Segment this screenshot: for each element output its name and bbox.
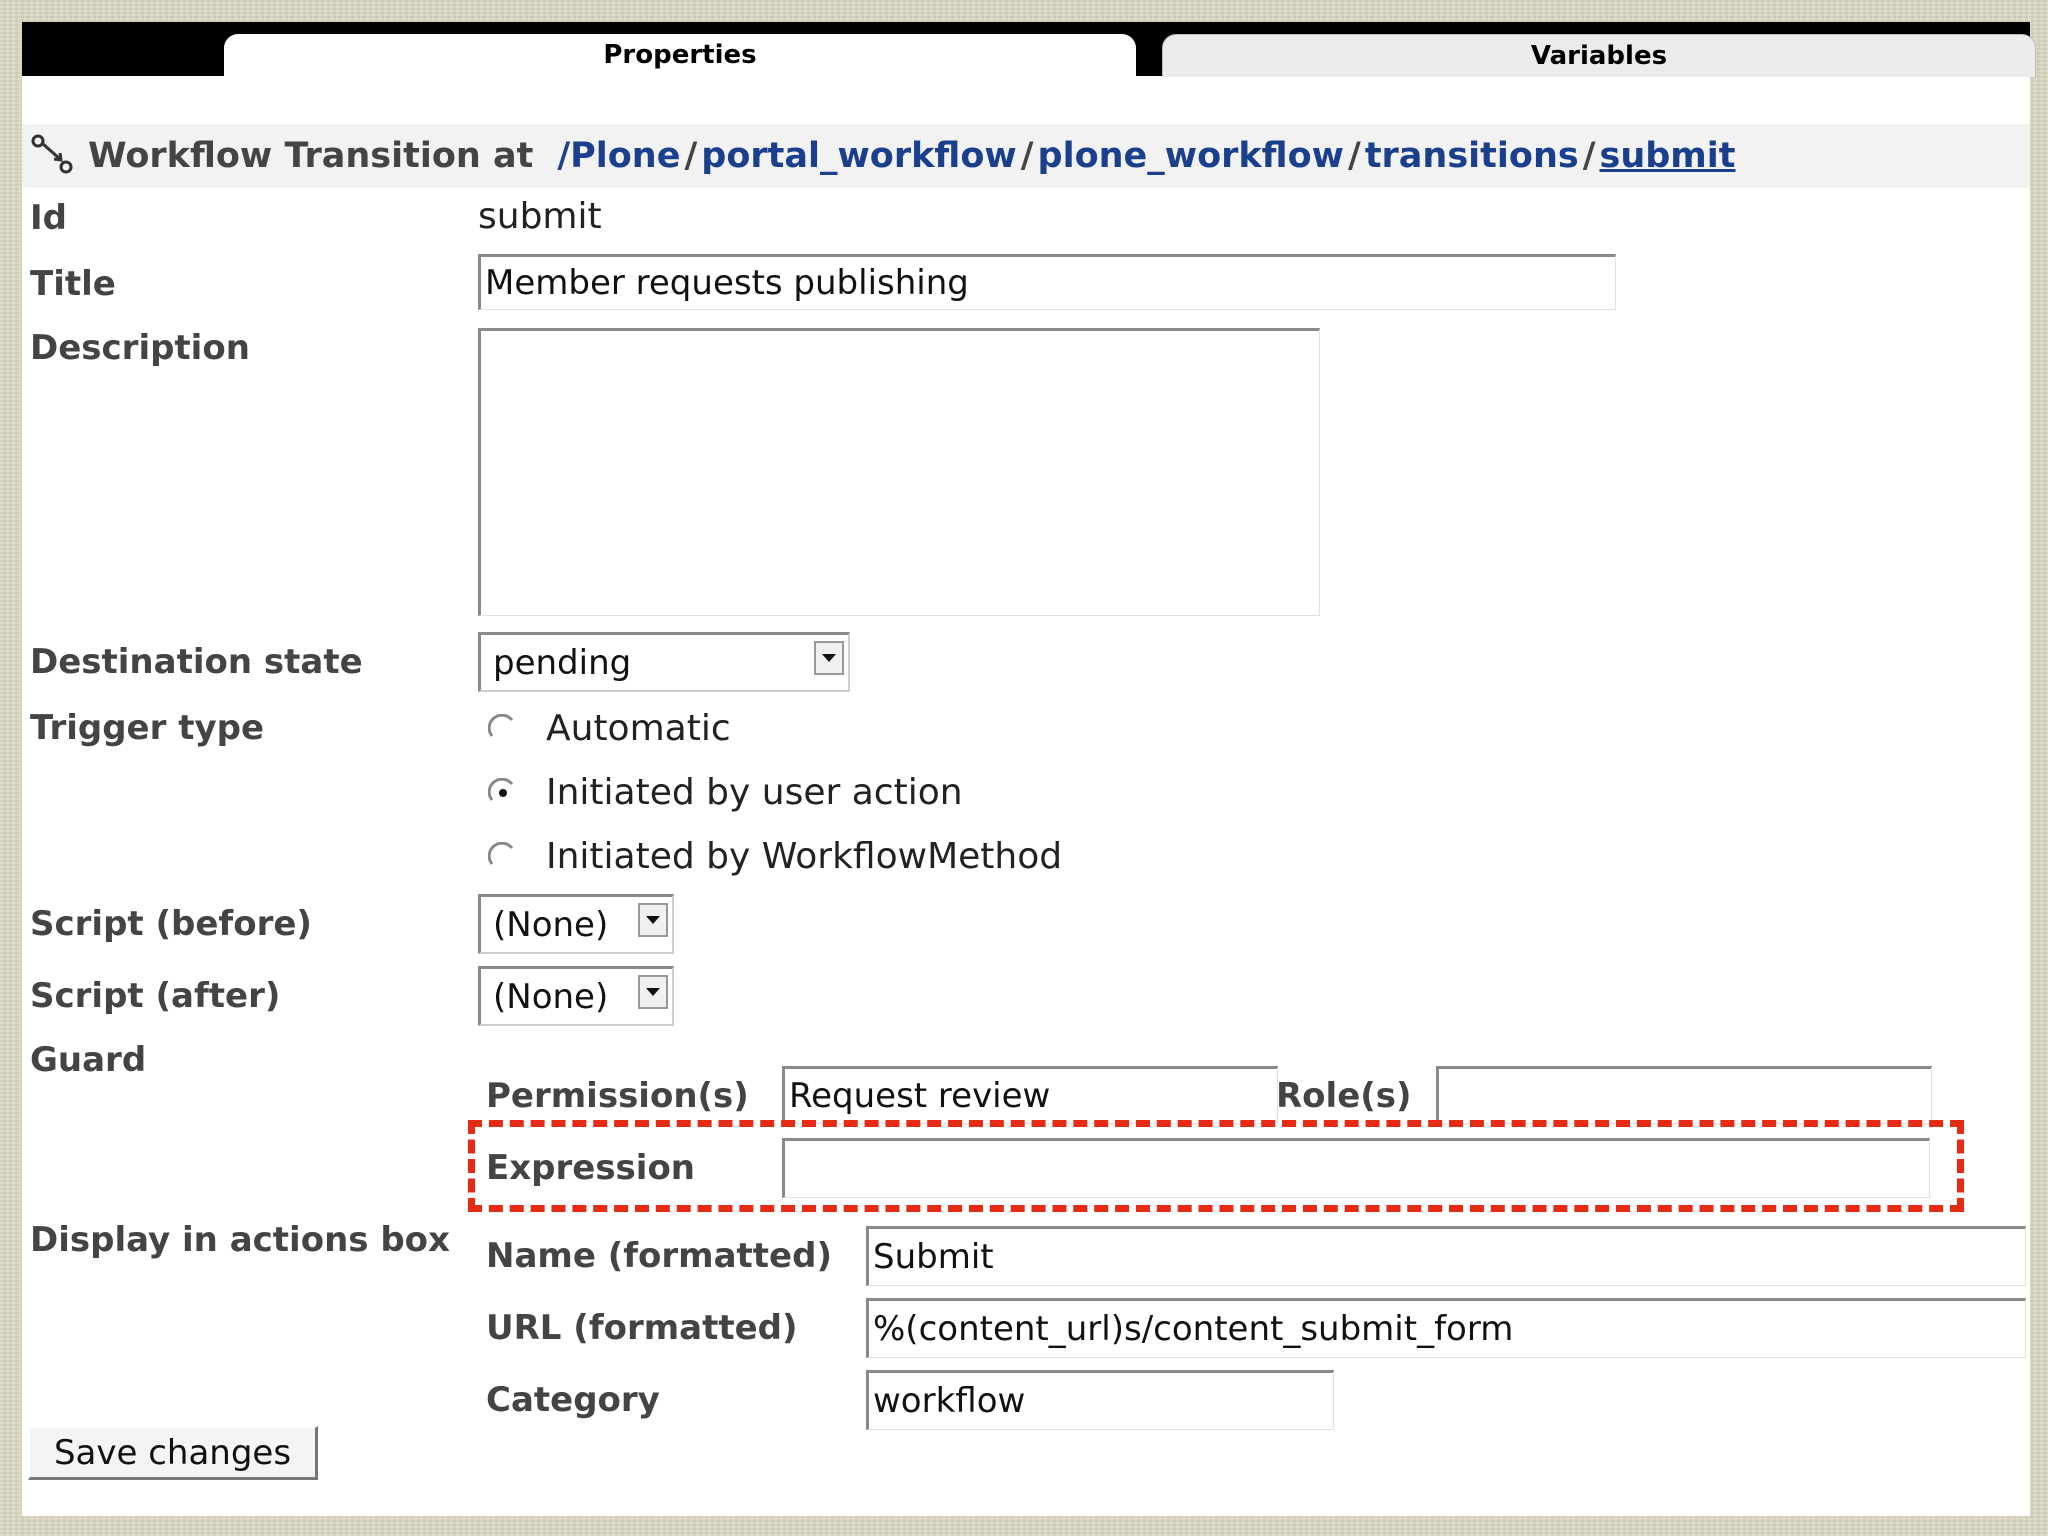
breadcrumb-separator: / xyxy=(1348,136,1361,176)
id-label: Id xyxy=(30,198,67,238)
roles-label: Role(s) xyxy=(1276,1076,1412,1116)
trigger-user-action-label: Initiated by user action xyxy=(546,772,963,813)
chevron-down-icon[interactable] xyxy=(638,903,668,937)
url-formatted-label: URL (formatted) xyxy=(486,1308,798,1348)
radio-unchecked-icon[interactable] xyxy=(488,842,518,872)
destination-state-select[interactable] xyxy=(478,632,850,692)
breadcrumb-plone[interactable]: /Plone xyxy=(557,136,681,176)
breadcrumb-submit[interactable]: submit xyxy=(1599,136,1736,176)
script-after-label: Script (after) xyxy=(30,976,281,1016)
destination-state-label: Destination state xyxy=(30,642,363,682)
script-after-value: (None) xyxy=(493,976,609,1017)
breadcrumb-portal-workflow[interactable]: portal_workflow xyxy=(701,136,1017,176)
description-textarea[interactable] xyxy=(478,328,1320,616)
name-formatted-label: Name (formatted) xyxy=(486,1236,832,1276)
tab-variables[interactable]: Variables xyxy=(1162,34,2036,77)
transition-icon xyxy=(30,131,80,181)
guard-label: Guard xyxy=(30,1040,147,1080)
breadcrumb-transitions[interactable]: transitions xyxy=(1364,136,1579,176)
title-label: Title xyxy=(30,264,116,304)
chevron-down-icon[interactable] xyxy=(638,975,668,1009)
trigger-automatic-label: Automatic xyxy=(546,708,731,749)
title-input[interactable]: Member requests publishing xyxy=(478,254,1616,310)
save-changes-button[interactable]: Save changes xyxy=(28,1426,318,1480)
id-value: submit xyxy=(478,196,602,237)
tab-properties[interactable]: Properties xyxy=(224,34,1136,76)
expression-label: Expression xyxy=(486,1148,696,1188)
radio-checked-icon[interactable] xyxy=(488,778,518,808)
description-label: Description xyxy=(30,328,250,368)
url-formatted-input[interactable]: %(content_url)s/content_submit_form xyxy=(866,1298,2026,1358)
heading-prefix: Workflow Transition at xyxy=(88,136,534,176)
script-before-value: (None) xyxy=(493,904,609,945)
breadcrumb-plone-workflow[interactable]: plone_workflow xyxy=(1037,136,1345,176)
script-after-select[interactable] xyxy=(478,966,674,1026)
category-input[interactable]: workflow xyxy=(866,1370,1334,1430)
display-actions-label: Display in actions box xyxy=(30,1220,450,1260)
permissions-label: Permission(s) xyxy=(486,1076,749,1116)
expression-highlight-box xyxy=(468,1120,1964,1212)
chevron-down-icon[interactable] xyxy=(814,641,844,675)
breadcrumb-separator: / xyxy=(1020,136,1034,176)
trigger-user-action-option[interactable] xyxy=(488,772,963,813)
page-heading xyxy=(22,124,2030,188)
trigger-workflow-method-option[interactable] xyxy=(488,836,1062,877)
breadcrumb-separator: / xyxy=(684,136,698,176)
script-before-select[interactable] xyxy=(478,894,674,954)
properties-panel xyxy=(22,22,2030,1516)
destination-state-value: pending xyxy=(493,642,632,683)
breadcrumb-separator: / xyxy=(1582,136,1596,176)
category-label: Category xyxy=(486,1380,660,1420)
trigger-type-label: Trigger type xyxy=(30,708,265,748)
trigger-workflow-method-label: Initiated by WorkflowMethod xyxy=(546,836,1063,877)
name-formatted-input[interactable]: Submit xyxy=(866,1226,2026,1286)
radio-unchecked-icon[interactable] xyxy=(488,714,518,744)
trigger-automatic-option[interactable] xyxy=(488,708,731,749)
tab-bar xyxy=(22,22,2030,76)
script-before-label: Script (before) xyxy=(30,904,312,944)
permissions-input[interactable]: Request review xyxy=(782,1066,1278,1124)
roles-input[interactable] xyxy=(1436,1066,1932,1124)
